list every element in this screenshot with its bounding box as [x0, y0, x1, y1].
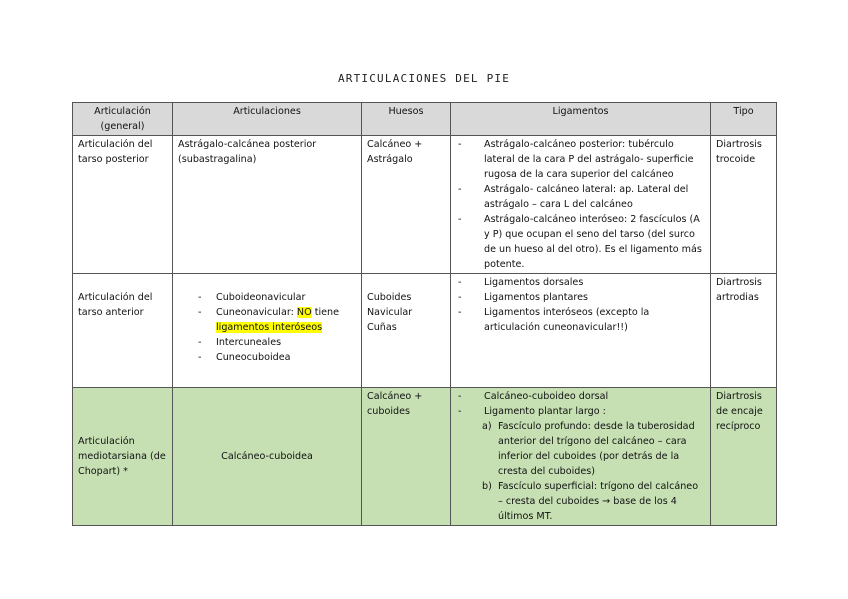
list-item: - Cuneonavicular: NO tiene ligamentos interóseos — [192, 305, 356, 335]
cell-ligamentos — [451, 388, 711, 526]
highlight: NO — [296, 307, 312, 318]
header-tipo: Tipo — [711, 103, 777, 136]
list-item: - Ligamentos interóseos (excepto la articulación cuneonavicular!!) — [456, 305, 705, 335]
header-general: Articulación (general) — [73, 103, 173, 136]
page-title: ARTICULACIONES DEL PIE — [337, 72, 511, 85]
cell-general: Articulación del tarso posterior — [73, 136, 173, 274]
list-item: a) Fascículo profundo: desde la tuberosidad anterior del trígono del calcáneo – cara inferior del cuboides (por detrás de la cresta del cuboides) — [482, 421, 695, 477]
list-item: - Ligamentos dorsales — [456, 275, 705, 290]
list-item: - Calcáneo-cuboideo dorsal — [456, 389, 705, 404]
cell-articulaciones: Astrágalo-calcánea posterior (subastragalina) — [173, 136, 362, 274]
cell-huesos: Calcáneo + cuboides — [362, 388, 451, 526]
cell-tipo: Diartrosis artrodias — [711, 274, 777, 388]
joints-table — [72, 102, 777, 526]
list-item: - Cuneocuboidea — [192, 350, 356, 365]
list-item: - Intercuneales — [192, 335, 356, 350]
cell-ligamentos — [451, 136, 711, 274]
list-item: b) Fascículo superficial: trígono del calcáneo – cresta del cuboides → base de los 4 últimos MT. — [482, 481, 699, 522]
header-huesos: Huesos — [362, 103, 451, 136]
cell-tipo: Diartrosis de encaje recíproco — [711, 388, 777, 526]
list-item: - Ligamentos plantares — [456, 290, 705, 305]
table-row — [73, 274, 777, 388]
cell-general: Articulación mediotarsiana (de Chopart) * — [73, 388, 173, 526]
list-item: - Astrágalo-calcáneo posterior: tubérculo lateral de la cara P del astrágalo- superficie rugosa de la cara superior del calcáneo — [456, 137, 705, 182]
list-item: - Astrágalo-calcáneo interóseo: 2 fascículos (A y P) que ocupan el seno del tarso (del surco de un hueso al del otro). Es el ligamento más potente. — [456, 212, 705, 272]
list-item: - Cuboideonavicular — [192, 290, 356, 305]
cell-tipo: Diartrosis trocoide — [711, 136, 777, 274]
cell-articulaciones — [173, 274, 362, 388]
header-row — [73, 103, 777, 136]
cell-huesos: Calcáneo + Astrágalo — [362, 136, 451, 274]
list-item: - Ligamento plantar largo : — [456, 404, 705, 419]
cell-ligamentos — [451, 274, 711, 388]
cell-huesos: Cuboides Navicular Cuñas — [362, 274, 451, 388]
header-ligamentos: Ligamentos — [451, 103, 711, 136]
cell-general: Articulación del tarso anterior — [73, 274, 173, 388]
header-articulaciones: Articulaciones — [173, 103, 362, 136]
list-item: - Astrágalo- calcáneo lateral: ap. Lateral del astrágalo – cara L del calcáneo — [456, 182, 705, 212]
table-row — [73, 388, 777, 526]
highlight: ligamentos interóseos — [216, 322, 323, 333]
cell-articulaciones: Calcáneo-cuboidea — [173, 388, 362, 526]
table-row — [73, 136, 777, 274]
